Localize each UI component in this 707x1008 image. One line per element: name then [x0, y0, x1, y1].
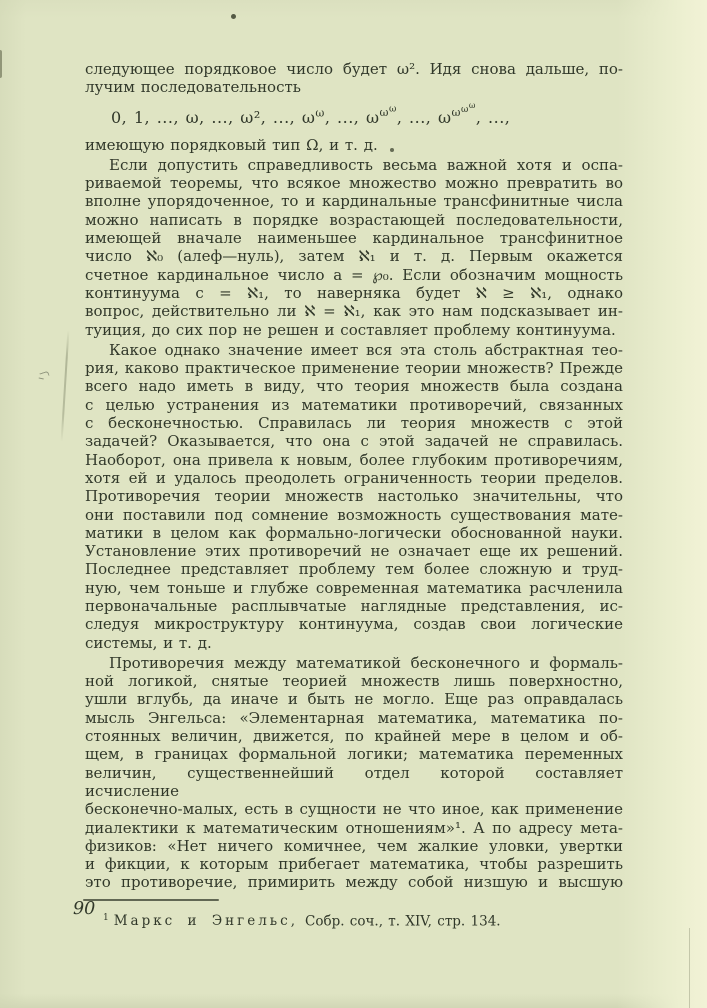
text-line: ную, чем тоньше и глубже современная математика расчленила [85, 578, 623, 597]
text-line: имеющей вначале наименьшее кардинальное трансфинитное [85, 229, 623, 248]
text-line: щем, в границах формальной логики; математика переменных [85, 745, 623, 764]
text-line: стоянных величин, движется, по крайней мере в целом и об- [85, 727, 623, 746]
ink-speck [231, 14, 236, 19]
text-line: системы, и т. д. [85, 633, 212, 652]
text-line: Противоречия теории множеств настолько значительны, что [85, 487, 623, 506]
text-line: ной логикой, снятые теорией множеств лишь поверхностно, [85, 672, 623, 691]
text-line: бесконечно-малых, есть в сущности не что иное, как применение [85, 800, 623, 819]
text-line: Какое однако значение имеет вся эта столь абстрактная тео- [109, 340, 623, 359]
omega-superscript: ω [461, 104, 469, 115]
omega-tower [461, 100, 476, 115]
text-line: мысль Энгельса: «Элементарная математика, математика по- [85, 708, 623, 727]
text-line: Наоборот, она привела к новым, более глубоким противоречиям, [85, 450, 623, 469]
text-line: с целью устранения из математики противоречий, связанных [85, 395, 623, 414]
omega-superscript: ω [389, 104, 397, 115]
text-line: Последнее представляет проблему тем более сложную и труд- [85, 560, 623, 579]
formula-segment: , ..., [475, 107, 511, 127]
text-line: рия, каково практическое применение теории множеств? Прежде [85, 359, 623, 378]
text-line: физиков: «Нет ничего комичнее, чем жалкие уловки, увертки [85, 836, 623, 855]
paragraph-1 [85, 156, 623, 339]
text-line: хотя ей и удалось преодолеть ограниченность теории пределов. [85, 468, 623, 487]
paragraph-2 [85, 341, 623, 652]
ordinal-sequence-formula [85, 100, 623, 129]
text-line: Установление этих противоречий не означает еще их решений. [85, 542, 623, 561]
text-line: риваемой теоремы, что всякое множество можно превратить во [85, 174, 623, 193]
page-number: 90 [73, 899, 96, 919]
omega-superscript: ω [315, 106, 325, 120]
text-line: матики в целом как формально-логически обоснованной науки. [85, 523, 623, 542]
text-line: Если допустить справедливость весьма важной хотя и оспа- [109, 155, 623, 174]
paragraph-3 [85, 654, 623, 892]
text-block [85, 58, 623, 930]
omega-tower [451, 100, 476, 120]
text-line: вопрос, действительно ли ℵ = ℵ₁, как это нам подсказывает ин- [85, 302, 623, 321]
text-line: они поставили под сомнение возможность существования мате- [85, 505, 623, 524]
footnote-authors: Маркс и Энгельс, [113, 913, 298, 930]
margin-pencil-mark [39, 370, 50, 379]
paragraph-opening [85, 60, 623, 97]
text-line: следуя микроструктуру континуума, создав свои логические [85, 615, 623, 634]
omega-superscript: ω [451, 106, 461, 120]
text-line: всего надо иметь в виду, что теория множеств была создана [85, 377, 623, 396]
page-edge-shadow [0, 50, 2, 78]
formula-segment: 0, 1, ..., ω, ..., ω², ..., ω [111, 107, 316, 127]
text-line: ушли вглубь, да иначе и быть не могло. Еще раз оправдалась [85, 690, 623, 709]
text-line: туиция, до сих пор не решен и составляет проблему континуума. [85, 320, 616, 339]
text-line: лучим последовательность [85, 78, 301, 97]
text-line: Противоречия между математикой бесконечного и формаль- [109, 653, 623, 672]
text-line: вполне упорядоченное, то и кардинальные трансфинитные числа [85, 192, 623, 211]
omega-superscript: ω [379, 106, 390, 120]
text-line: счетное кардинальное число a = ℘₀. Если обозначим мощность [85, 265, 623, 284]
text-line: и фикции, к которым прибегает математика, чтобы разрешить [85, 855, 623, 874]
page-crease [61, 330, 70, 442]
footnote [85, 910, 623, 931]
text-line: число ℵ₀ (алеф—нуль), затем ℵ₁ и т. д. Первым окажется [85, 247, 623, 266]
text-line: можно написать в порядке возрастающей последовательности, [85, 210, 623, 229]
formula-segment: , ..., ω [396, 107, 452, 127]
text-line: следующее порядковое число будет ω². Идя снова дальше, по- [85, 60, 623, 78]
text-line: первоначальные расплывчатые наглядные представления, ис- [85, 597, 623, 615]
omega-tower [380, 106, 397, 119]
text-line: диалектики к математическим отношениям»¹. А по адресу мета- [85, 818, 623, 837]
text-line: континуума c = ℵ₁, то наверняка будет ℵ ≥ ℵ₁, однако [85, 283, 623, 302]
text-line: величин, существеннейший отдел которой составляет исчисление [85, 763, 623, 800]
page-edge-line [689, 928, 690, 1008]
text-line: имеющую порядковый тип Ω, и т. д. [85, 135, 378, 154]
text-line: это противоречие, примирить между собой низшую и высшую [85, 873, 623, 892]
footnote-rule [83, 899, 219, 901]
text-line: задачей? Оказывается, что она с этой задачей не справилась. [85, 432, 623, 451]
text-line: с бесконечностью. Справилась ли теория множеств с этой [85, 414, 623, 433]
footnote-marker: 1 [103, 912, 109, 923]
formula-segment: , ..., ω [324, 107, 380, 127]
omega-superscript: ω [468, 100, 476, 110]
footnote-reference: Собр. соч., т. XIV, стр. 134. [305, 913, 501, 930]
